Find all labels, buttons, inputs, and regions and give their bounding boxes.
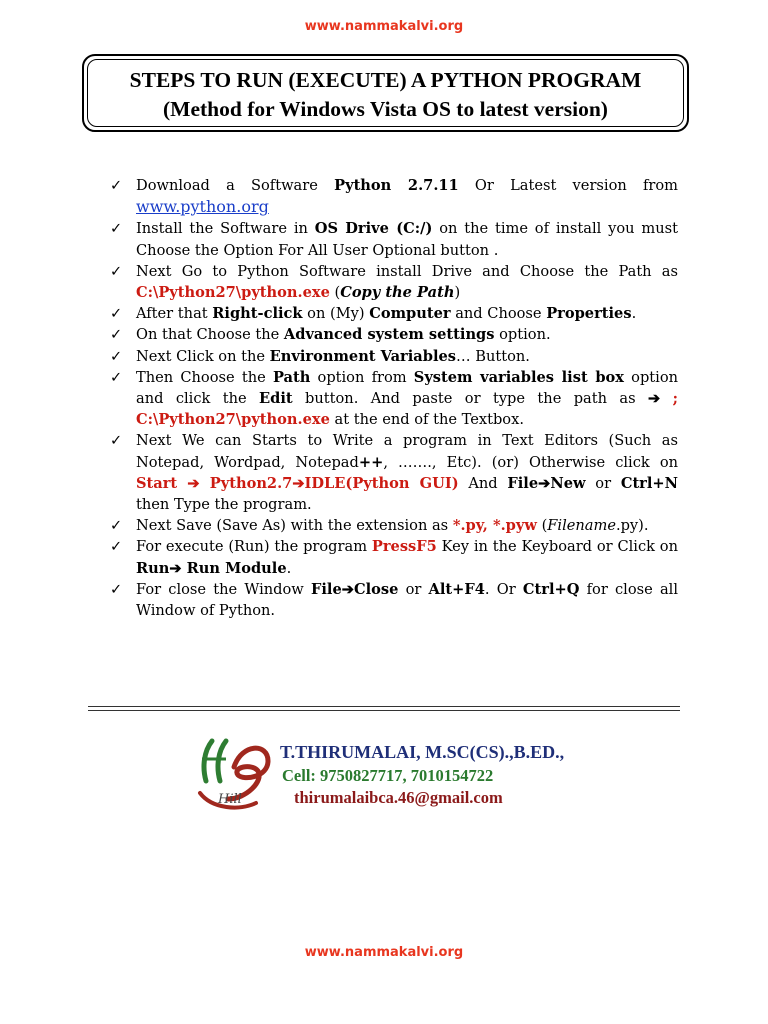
- step-text: Computer: [369, 305, 451, 323]
- site-url-header[interactable]: www.nammakalvi.org: [304, 19, 464, 34]
- author-email[interactable]: thirumalaibca.46@gmail.com: [294, 788, 503, 807]
- step-item: [110, 579, 678, 621]
- step-text: Run➔ Run Module: [136, 559, 287, 577]
- step-text: button. And paste or type the path as: [292, 390, 648, 408]
- python-org-link[interactable]: www.python.org: [136, 197, 269, 217]
- step-text: ➔: [647, 390, 661, 408]
- step-text: or: [585, 474, 621, 492]
- check-mark-icon: ✓: [110, 262, 123, 280]
- check-mark-icon: ✓: [110, 305, 123, 323]
- step-text: Install the Software in: [136, 220, 315, 238]
- step-text: Ctrl+Q: [522, 580, 580, 598]
- step-text: ): [454, 284, 461, 302]
- step-text: Key in the Keyboard or Click on: [436, 538, 678, 556]
- check-mark-icon: ✓: [110, 517, 123, 535]
- step-text: PressF5: [371, 538, 437, 556]
- step-text: ++: [358, 453, 384, 471]
- check-mark-icon: ✓: [110, 580, 123, 598]
- step-item: [110, 346, 678, 367]
- step-text: on (My): [302, 305, 370, 323]
- step-text: C:\Python27\python.exe: [136, 284, 330, 302]
- step-text: *.py, *.pyw: [452, 517, 537, 535]
- check-mark-icon: ✓: [110, 347, 123, 365]
- step-text: And: [458, 474, 508, 492]
- step-text: [660, 390, 672, 407]
- step-item: [110, 367, 678, 431]
- step-text: on the time of install you must Choose the Option For All User Optional button .: [136, 220, 678, 259]
- step-text: Path: [272, 368, 311, 386]
- step-text: For close the Window: [136, 580, 311, 598]
- step-item: [110, 324, 678, 345]
- step-text: File➔Close: [311, 580, 399, 598]
- step-item: [110, 303, 678, 324]
- author-phone: Cell: 9750827717, 7010154722: [282, 766, 494, 785]
- step-text: File➔New: [507, 474, 586, 492]
- step-text: . Or: [484, 580, 523, 598]
- logo-text: Hill: [218, 792, 242, 807]
- author-name: T.THIRUMALAI, M.SC(CS).,B.ED.,: [280, 742, 565, 762]
- check-mark-icon: ✓: [110, 220, 123, 238]
- check-mark-icon: ✓: [110, 177, 123, 194]
- step-item: [110, 536, 678, 578]
- step-text: Copy the Path: [340, 284, 455, 302]
- step-item: [110, 261, 678, 303]
- step-text: and Choose: [450, 305, 547, 323]
- logo-green-stroke-1: [204, 741, 212, 781]
- title-box: [82, 54, 689, 132]
- step-text: or: [398, 580, 429, 598]
- check-mark-icon: ✓: [110, 538, 123, 556]
- step-text: Alt+F4: [428, 580, 485, 598]
- step-text: … Button.: [456, 347, 530, 365]
- step-item: [110, 218, 678, 260]
- step-text: Environment Variables: [269, 347, 456, 365]
- step-text: For execute (Run) the program: [136, 538, 372, 556]
- step-text: then Type the program.: [136, 496, 312, 514]
- step-text: Download a Software: [136, 177, 335, 194]
- step-text: On that Choose the: [136, 326, 284, 344]
- step-text: .py).: [615, 517, 649, 535]
- step-text: option from: [310, 368, 414, 386]
- step-item: [110, 515, 678, 536]
- author-block: [280, 742, 564, 808]
- step-text: Next Go to Python Software install Drive and Choose the Path as: [136, 262, 678, 280]
- step-text: (: [536, 517, 548, 535]
- step-text: .: [631, 305, 637, 323]
- author-logo: [192, 737, 282, 817]
- page-subtitle: (Method for Windows Vista OS to latest version): [163, 97, 608, 121]
- step-text: Right-click: [212, 305, 303, 323]
- step-text: option and click the: [136, 368, 679, 408]
- step-text: Next Click on the: [136, 347, 270, 365]
- step-text: Python 2.7.11: [334, 177, 459, 194]
- step-text: Or Latest version from: [458, 177, 678, 194]
- step-text: Start ➔ Python2.7➔IDLE(Python GUI): [136, 474, 459, 492]
- step-text: for close all Window of Python.: [136, 580, 679, 620]
- page-title: STEPS TO RUN (EXECUTE) A PYTHON PROGRAM: [129, 68, 642, 92]
- step-text: Filename: [547, 517, 616, 535]
- step-text: Next Save (Save As) with the extension as: [136, 517, 453, 535]
- step-text: option.: [494, 326, 551, 344]
- check-mark-icon: ✓: [110, 368, 123, 386]
- logo-green-stroke-2: [218, 741, 226, 781]
- site-url-footer[interactable]: www.nammakalvi.org: [304, 945, 464, 960]
- step-text: (: [329, 284, 341, 302]
- step-text: at the end of the Textbox.: [329, 411, 524, 429]
- step-item: [110, 175, 678, 218]
- step-text: Properties: [546, 305, 632, 323]
- step-text: Edit: [259, 390, 293, 408]
- check-mark-icon: ✓: [110, 432, 123, 450]
- step-text: .: [286, 559, 292, 577]
- step-text: ; C:\Python27\python.exe: [136, 390, 678, 429]
- step-text: Next We can Starts to Write a program in Text Editors (Such as Notepad, Wordpad, Notepad: [136, 432, 678, 471]
- step-text: After that: [136, 305, 213, 323]
- step-text: Ctrl+N: [620, 474, 678, 492]
- step-text: Advanced system settings: [283, 326, 495, 344]
- check-mark-icon: ✓: [110, 326, 123, 344]
- step-text: , ……., Etc). (or) Otherwise click on: [383, 453, 679, 471]
- step-text: OS Drive (C:/): [314, 220, 433, 238]
- steps-list: [110, 175, 678, 621]
- step-text: System variables list box: [413, 368, 624, 386]
- step-text: Then Choose the: [136, 368, 273, 386]
- divider: [88, 706, 680, 711]
- step-item: [110, 430, 678, 515]
